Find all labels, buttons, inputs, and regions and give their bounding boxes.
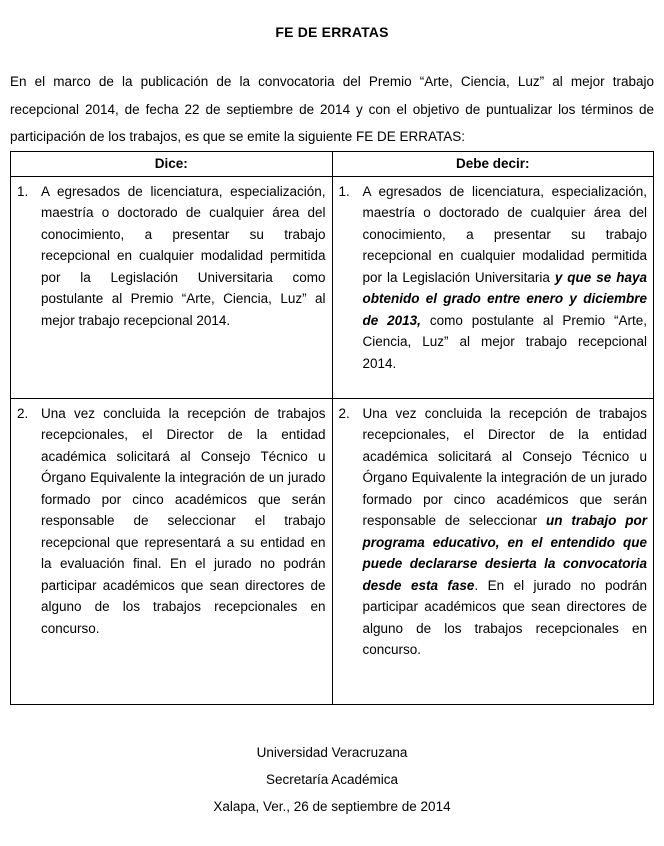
cell-debe-decir-item-2 bbox=[332, 398, 654, 704]
table-row bbox=[11, 398, 654, 704]
document-footer bbox=[10, 739, 654, 820]
cell-dice-item-2 bbox=[11, 398, 333, 704]
item-number: 2. bbox=[338, 405, 350, 421]
footer-department: Secretaría Académica bbox=[265, 771, 399, 787]
footer-organization: Universidad Veracruzana bbox=[256, 744, 408, 760]
text-segment: Una vez concluida la recepción de trabajos recepcionales, el Director de la entidad académica solicitará al Consejo Técnico u Órgano Equivalente la integración de un jurado formado por cinco académicos que serán responsable de seleccionar bbox=[362, 405, 647, 528]
table-row bbox=[11, 176, 654, 398]
item-number: 1. bbox=[338, 183, 350, 199]
intro-paragraph: En el marco de la publicación de la convocatoria del Premio “Arte, Ciencia, Luz” al mejor trabajo recepcional 2014, de fecha 22 de septiembre de 2014 y con el objetivo de puntualizar los términos de participación de los trabajos, es que se emite la siguiente FE DE ERRATAS: bbox=[10, 74, 654, 144]
column-header-debe-decir: Debe decir: bbox=[332, 151, 654, 176]
table-header-row bbox=[11, 151, 654, 176]
item-number: 1. bbox=[17, 183, 29, 199]
errata-table bbox=[10, 151, 654, 705]
item-text-dice-2: Una vez concluida la recepción de trabajos recepcionales, el Director de la entidad académica solicitará al Consejo Técnico u Órgano Equivalente la integración de un jurado formado por cinco académicos que serán responsable de seleccionar el trabajo recepcional que representará a su entidad en la evaluación final. En el jurado no podrán participar académicos que sean directores de alguno de los trabajos recepcionales en concurso. bbox=[41, 405, 326, 636]
document-title: FE DE ERRATAS bbox=[275, 24, 389, 40]
emphasized-correction-text: y que se haya obtenido el grado entre enero y diciembre de 2013, bbox=[362, 269, 647, 328]
text-segment: . En el jurado no podrán participar académicos que sean directores de alguno de los trabajos recepcionales en concurso. bbox=[362, 577, 647, 657]
cell-debe-decir-item-1 bbox=[332, 176, 654, 398]
cell-dice-item-1 bbox=[11, 176, 333, 398]
item-text-debe-decir-1 bbox=[363, 181, 648, 375]
text-segment: como postulante al Premio “Arte, Ciencia, Luz” al mejor trabajo recepcional 2014. bbox=[362, 312, 647, 371]
item-text-dice-1: A egresados de licenciatura, especialización, maestría o doctorado de cualquier área del conocimiento, a presentar su trabajo recepcional en cualquier modalidad permitida por la Legislación Universitaria como postulante al Premio “Arte, Ciencia, Luz” al mejor trabajo recepcional 2014. bbox=[41, 183, 326, 328]
emphasized-correction-text: un trabajo por programa educativo, en el entendido que puede declararse desierta la convocatoria desde esta fase bbox=[362, 513, 648, 593]
item-text-debe-decir-2 bbox=[363, 403, 648, 661]
footer-place-date: Xalapa, Ver., 26 de septiembre de 2014 bbox=[213, 798, 451, 814]
item-number: 2. bbox=[17, 405, 29, 421]
text-segment: A egresados de licenciatura, especialización, maestría o doctorado de cualquier área del conocimiento, a presentar su trabajo recepcional en cualquier modalidad permitida por la Legislación Universitaria bbox=[362, 183, 647, 285]
column-header-dice: Dice: bbox=[11, 151, 333, 176]
